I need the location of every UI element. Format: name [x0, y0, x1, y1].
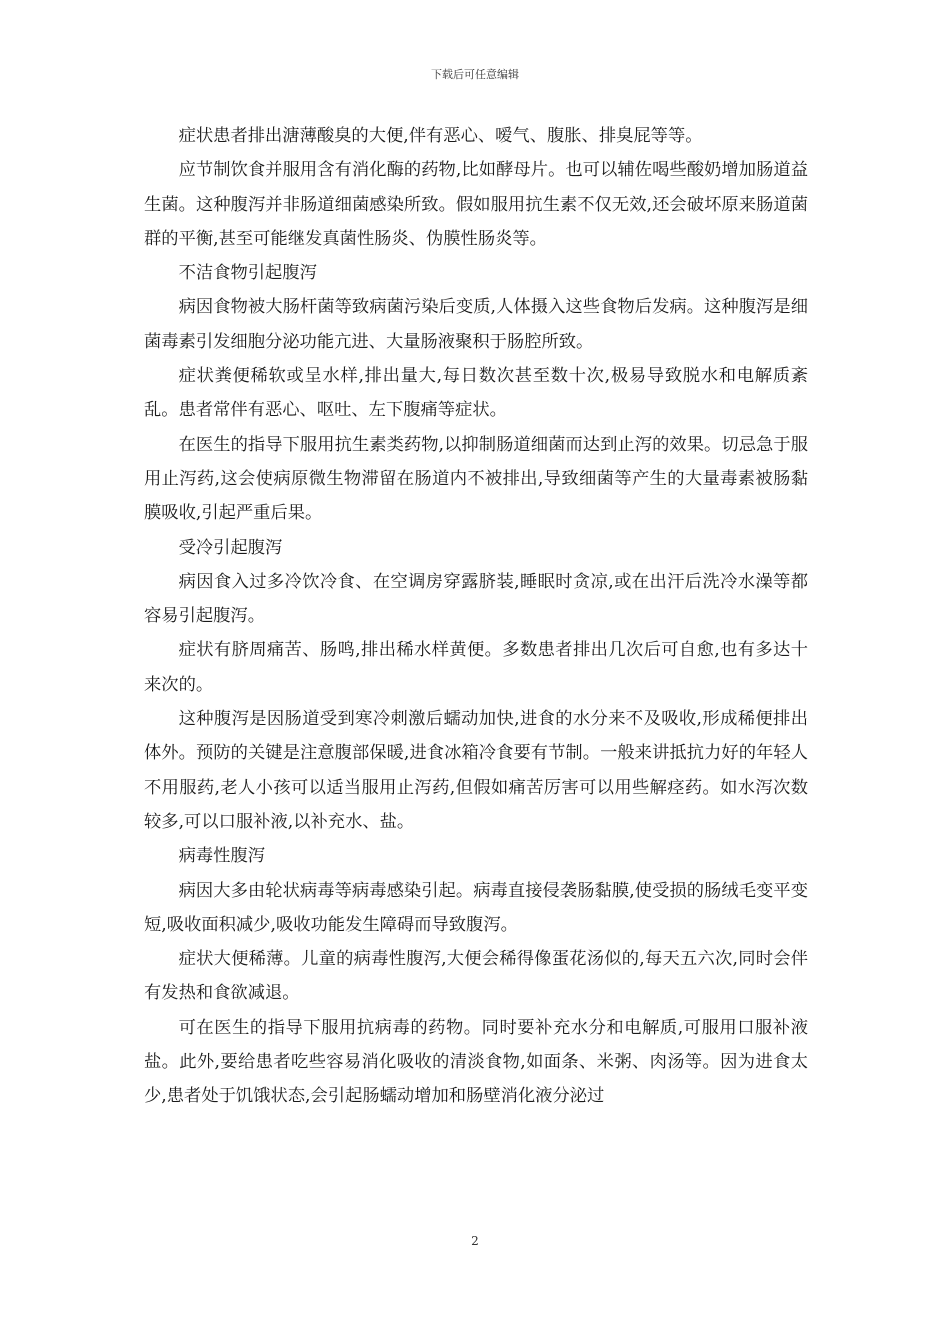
page-header: 下载后可任意编辑 — [431, 68, 519, 81]
paragraph: 应节制饮食并服用含有消化酶的药物,比如酵母片。也可以辅佐喝些酸奶增加肠道益生菌。这种腹泻并非肠道细菌感染所致。假如服用抗生素不仅无效,还会破坏原来肠道菌群的平衡,甚至可能继发真菌性肠炎、伪膜性肠炎等。 — [144, 160, 808, 249]
document-body — [144, 119, 808, 1114]
paragraph: 病因大多由轮状病毒等病毒感染引起。病毒直接侵袭肠黏膜,使受损的肠绒毛变平变短,吸收面积减少,吸收功能发生障碍而导致腹泻。 — [144, 880, 808, 935]
paragraph: 症状患者排出溏薄酸臭的大便,伴有恶心、嗳气、腹胀、排臭屁等等。 — [178, 126, 703, 146]
paragraph: 在医生的指导下服用抗生素类药物,以抑制肠道细菌而达到止泻的效果。切忌急于服用止泻药,这会使病原微生物滞留在肠道内不被排出,导致细菌等产生的大量毒素被肠黏膜吸收,引起严重后果。 — [144, 434, 808, 524]
paragraph: 症状大便稀薄。儿童的病毒性腹泻,大便会稀得像蛋花汤似的,每天五六次,同时会伴有发热和食欲减退。 — [144, 949, 808, 1004]
paragraph: 这种腹泻是因肠道受到寒冷刺激后蠕动加快,进食的水分来不及吸收,形成稀便排出体外。预防的关键是注意腹部保暖,进食冰箱冷食要有节制。一般来讲抵抗力好的年轻人不用服药,老人小孩可以适当服用止泻药,但假如痛苦厉害可以用些解痉药。如水泻次数较多,可以口服补液,以补充水、盐。 — [144, 709, 808, 832]
paragraph: 症状有脐周痛苦、肠鸣,排出稀水样黄便。多数患者排出几次后可自愈,也有多达十来次的。 — [144, 640, 808, 695]
paragraph: 病因食物被大肠杆菌等致病菌污染后变质,人体摄入这些食物后发病。这种腹泻是细菌毒素引发细胞分泌功能亢进、大量肠液聚积于肠腔所致。 — [144, 297, 808, 352]
paragraph: 可在医生的指导下服用抗病毒的药物。同时要补充水分和电解质,可服用口服补液盐。此外,要给患者吃些容易消化吸收的清淡食物,如面条、米粥、肉汤等。因为进食太少,患者处于饥饿状态,会引起肠蠕动增加和肠壁消化液分泌过 — [144, 1017, 808, 1107]
section-heading: 受冷引起腹泻 — [178, 537, 283, 558]
paragraph: 病因食入过多冷饮冷食、在空调房穿露脐装,睡眠时贪凉,或在出汗后洗冷水澡等都容易引起腹泻。 — [144, 571, 808, 627]
page-number: 2 — [471, 1234, 479, 1248]
section-heading: 病毒性腹泻 — [178, 846, 266, 867]
paragraph: 症状粪便稀软或呈水样,排出量大,每日数次甚至数十次,极易导致脱水和电解质紊乱。患者常伴有恶心、呕吐、左下腹痛等症状。 — [144, 366, 808, 421]
section-heading: 不洁食物引起腹泻 — [178, 263, 317, 284]
